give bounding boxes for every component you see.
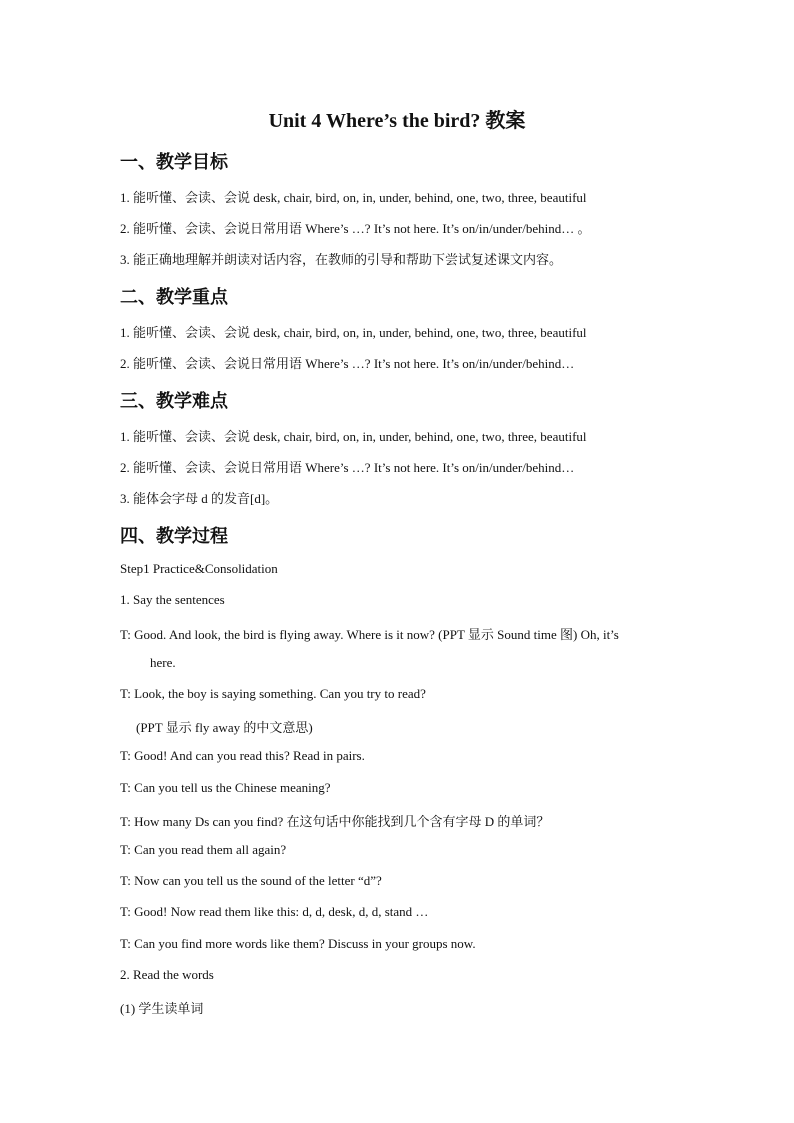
objective-item: 3. 能正确地理解并朗读对话内容，在教师的引导和帮助下尝试复述课文内容。	[120, 252, 563, 267]
sub-heading: 2. Read the words	[120, 967, 214, 982]
key-point-item: 2. 能听懂、会读、会说日常用语 Where’s …? It’s not here. It’s on/in/under/behind…	[120, 356, 575, 371]
dialogue-line: T: Good. And look, the bird is flying away. Where is it now? (PPT 显示 Sound time 图) Oh, it’s	[120, 627, 619, 642]
section-heading-objectives: 一、教学目标	[120, 152, 228, 173]
section-heading-key-points: 二、教学重点	[120, 287, 228, 308]
dialogue-line: T: Now can you tell us the sound of the letter “d”?	[120, 873, 382, 888]
dialogue-line: T: Can you read them all again?	[120, 842, 287, 857]
difficulty-item: 3. 能体会字母 d 的发音[d]。	[120, 491, 279, 506]
section-heading-process: 四、教学过程	[120, 526, 228, 547]
dialogue-line: T: Can you find more words like them? Discuss in your groups now.	[120, 936, 476, 951]
difficulty-item: 2. 能听懂、会读、会说日常用语 Where’s …? It’s not here. It’s on/in/under/behind…	[120, 460, 575, 475]
objective-item: 2. 能听懂、会读、会说日常用语 Where’s …? It’s not here. It’s on/in/under/behind… 。	[120, 221, 591, 236]
sub-heading: 1. Say the sentences	[120, 592, 225, 607]
dialogue-line: T: Look, the boy is saying something. Can you try to read?	[120, 686, 426, 701]
key-point-item: 1. 能听懂、会读、会说 desk, chair, bird, on, in, under, behind, one, two, three, beautiful	[120, 325, 587, 340]
dialogue-line: T: Good! Now read them like this: d, d, desk, d, d, stand …	[120, 904, 429, 919]
objective-item: 1. 能听懂、会读、会说 desk, chair, bird, on, in, under, behind, one, two, three, beautiful	[120, 190, 587, 205]
difficulty-item: 1. 能听懂、会读、会说 desk, chair, bird, on, in, under, behind, one, two, three, beautiful	[120, 429, 587, 444]
dialogue-line: T: Good! And can you read this? Read in pairs.	[120, 748, 365, 763]
sub-item: (1) 学生读单词	[120, 1001, 204, 1016]
dialogue-line: T: How many Ds can you find? 在这句话中你能找到几个含有字母 D 的单词？	[120, 814, 550, 829]
dialogue-line: here.	[150, 655, 176, 670]
step-title: Step1 Practice&Consolidation	[120, 561, 278, 576]
document-title: Unit 4 Where’s the bird? 教案	[268, 110, 526, 132]
dialogue-line: T: Can you tell us the Chinese meaning?	[120, 780, 331, 795]
section-heading-difficulties: 三、教学难点	[120, 391, 228, 412]
dialogue-line: (PPT 显示 fly away 的中文意思)	[136, 720, 313, 735]
